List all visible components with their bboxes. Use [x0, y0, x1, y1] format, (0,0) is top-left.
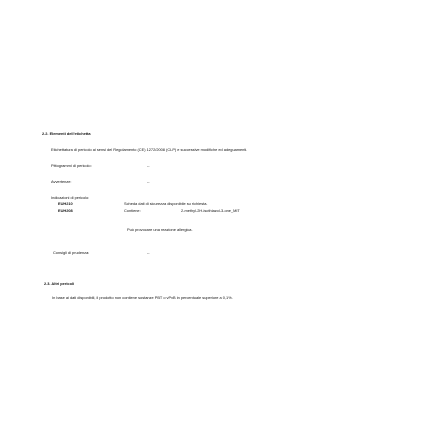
euh208-contains: Contiene:	[124, 208, 141, 213]
section-2-2-heading: 2.2. Elementi dell'etichetta	[42, 131, 91, 136]
euh210-text: Scheda dati di sicurezza disponibile su richiesta.	[124, 201, 208, 206]
precautionary-label: Consigli di prudenza:	[53, 250, 90, 255]
hazard-statements-label: Indicazioni di pericolo:	[51, 195, 90, 200]
precautionary-value: --	[147, 250, 150, 255]
pictograms-value: --	[147, 163, 150, 168]
section-2-3-heading: 2.3. Altri pericoli	[44, 281, 75, 286]
euh208-code: EUH208	[58, 208, 73, 213]
euh208-effect: Può provocare una reazione allergica.	[127, 227, 193, 232]
euh210-code: EUH210	[58, 201, 73, 206]
other-hazards-text: In base ai dati disponibili, il prodotto non contiene sostanze PBT o vPvB in percentuale superiore a 0,1%.	[52, 295, 233, 300]
signal-word-value: --	[147, 179, 150, 184]
signal-word-label: Avvertenze:	[51, 179, 72, 184]
pictograms-label: Pittogrammi di pericolo:	[51, 163, 92, 168]
labelling-intro-text: Etichettatura di pericolo ai sensi del Regolamento (CE) 1272/2008 (CLP) e successive modifiche ed adeguamenti.	[51, 147, 248, 152]
euh208-substance: 2-methyl-2H-isothiazol-3-one_MIT	[181, 208, 240, 213]
